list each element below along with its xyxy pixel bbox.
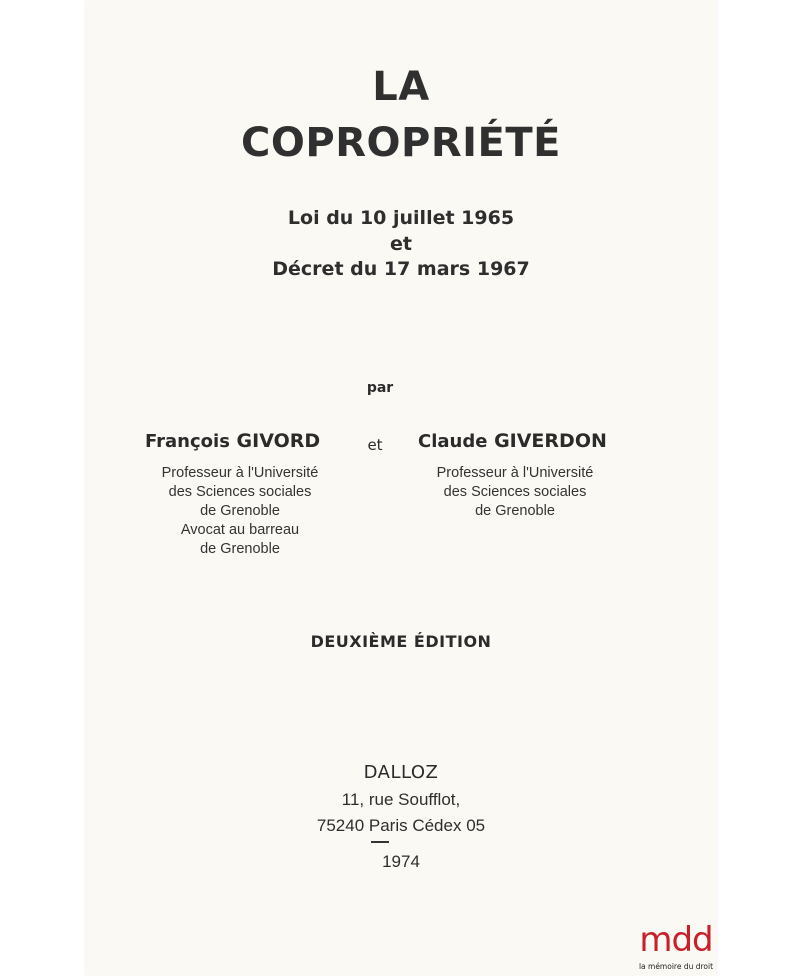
- author-2-name: [418, 430, 607, 452]
- separator-dash: [371, 841, 389, 843]
- book-title-line2: COPROPRIÉTÉ: [241, 120, 561, 166]
- affiliation-line: de Grenoble: [200, 503, 280, 519]
- publisher-street: 11, rue Soufflot,: [341, 790, 461, 809]
- subtitle-law: Loi du 10 juillet 1965: [287, 207, 515, 229]
- edition-label: DEUXIÈME ÉDITION: [310, 632, 492, 651]
- subtitle-decree: Décret du 17 mars 1967: [272, 258, 530, 280]
- mdd-tagline: la mémoire du droit: [638, 962, 714, 971]
- subtitle-and: et: [390, 233, 412, 255]
- author-1-last-name: GIVORD: [236, 430, 321, 452]
- publisher-name: DALLOZ: [363, 762, 439, 783]
- author-2-first-name: Claude: [418, 431, 488, 452]
- affiliation-line: Professeur à l'Université: [436, 465, 594, 481]
- mdd-watermark-logo: [636, 920, 716, 976]
- book-title-line1: LA: [372, 64, 430, 110]
- author-2-affiliation: [410, 464, 620, 521]
- affiliation-line: de Grenoble: [475, 503, 555, 519]
- affiliation-line: des Sciences sociales: [168, 484, 312, 500]
- author-1-first-name: François: [145, 431, 230, 452]
- affiliation-line: de Grenoble: [200, 541, 280, 557]
- by-label: par: [366, 380, 394, 396]
- publisher-city: 75240 Paris Cédex 05: [316, 816, 486, 835]
- affiliation-line: Avocat au barreau: [180, 522, 300, 538]
- author-1-affiliation: [130, 464, 350, 559]
- author-2-last-name: GIVERDON: [494, 430, 607, 452]
- affiliation-line: Professeur à l'Université: [161, 465, 319, 481]
- affiliation-line: des Sciences sociales: [443, 484, 587, 500]
- author-conjunction: et: [367, 436, 383, 454]
- publication-year: 1974: [382, 852, 420, 871]
- mdd-logo-text: mdd: [639, 920, 713, 960]
- author-1-name: [145, 430, 320, 452]
